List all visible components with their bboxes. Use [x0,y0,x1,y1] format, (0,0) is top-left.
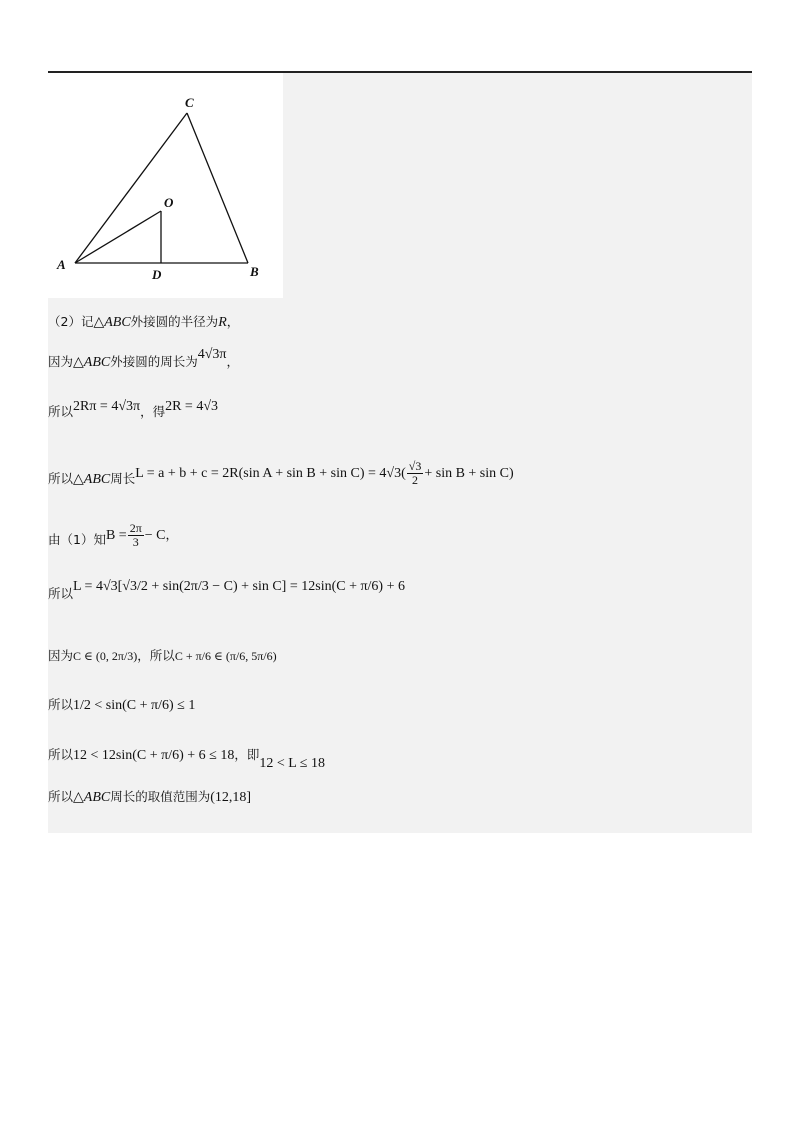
triangle-diagram [48,73,283,298]
text: ， [226,314,240,329]
fraction-denominator: 3 [132,535,139,549]
text: 由（1）知 [48,532,106,547]
text: ，即 [234,747,260,762]
math-expression: C + π/6 ∈ (π/6, 5π/6) [174,649,277,663]
line-9 [48,747,325,771]
math-expression: C ∈ (0, 2π/3) [73,649,138,663]
line-3 [48,399,219,421]
line-5 [48,522,178,549]
math-triangle: △ABC [73,355,111,370]
label-o: O [164,195,174,210]
text: 周长的取值范围为 [110,789,211,804]
line-1 [48,314,239,331]
line-10 [48,789,251,806]
text: ，得 [140,404,166,419]
math-expression: 1/2 < sin(C + π/6) ≤ 1 [73,698,196,713]
label-a: A [57,257,66,272]
label-b: B [250,264,259,279]
label-d: D [152,267,162,282]
math-triangle: △ABC [73,790,111,805]
text: 所以 [48,471,74,486]
math-expression: B = [105,528,127,543]
line-6 [48,578,405,601]
text: 所以 [48,404,74,419]
text: 因为 [48,648,74,663]
text: 所以 [48,586,74,601]
math-triangle: △ABC [73,472,111,487]
side-cb [187,113,248,263]
line-8 [48,697,195,714]
math-fraction [128,522,144,549]
math-var: R [218,315,227,330]
math-expression: L = 4√3[√3/2 + sin(2π/3 − C) + sin C] = 12sin(C + π/6) + 6 [73,579,405,594]
math-expression: 2R = 4√3 [165,399,219,414]
fraction-numerator: √3 [408,459,422,473]
fraction-numerator: 2π [129,521,142,535]
text: 周长 [110,471,136,486]
line-2 [48,347,240,371]
label-c: C [185,95,194,110]
line-4 [48,460,514,487]
text: 因为 [48,354,74,369]
math-expression: + sin B + sin C) [424,466,514,481]
math-expression: L = a + b + c = 2R(sin A + sin B + sin C) = 4√3( [135,466,406,481]
text: （2）记 [48,314,94,329]
math-expression: − C [144,528,166,543]
math-triangle: △ABC [93,315,131,330]
text: 外接圆的半径为 [130,314,219,329]
math-interval: (12,18] [210,790,252,805]
triangle-figure [48,73,283,298]
side-ac [75,113,187,263]
math-expression: 12 < 12sin(C + π/6) + 6 ≤ 18 [73,748,235,763]
text: 所以 [48,697,74,712]
text: 所以 [48,789,74,804]
fraction-denominator: 2 [412,473,419,487]
math-expression: 2Rπ = 4√3π [73,399,141,414]
text: ， [226,354,240,369]
text: 所以 [48,747,74,762]
text: ，所以 [137,648,175,663]
line-7 [48,648,277,665]
text: 外接圆的周长为 [110,354,198,369]
math-fraction [407,460,424,487]
math-expression: 4√3π [197,347,227,362]
text: ， [165,527,178,542]
segment-ao [75,211,161,263]
math-expression: 12 < L ≤ 18 [259,756,325,771]
